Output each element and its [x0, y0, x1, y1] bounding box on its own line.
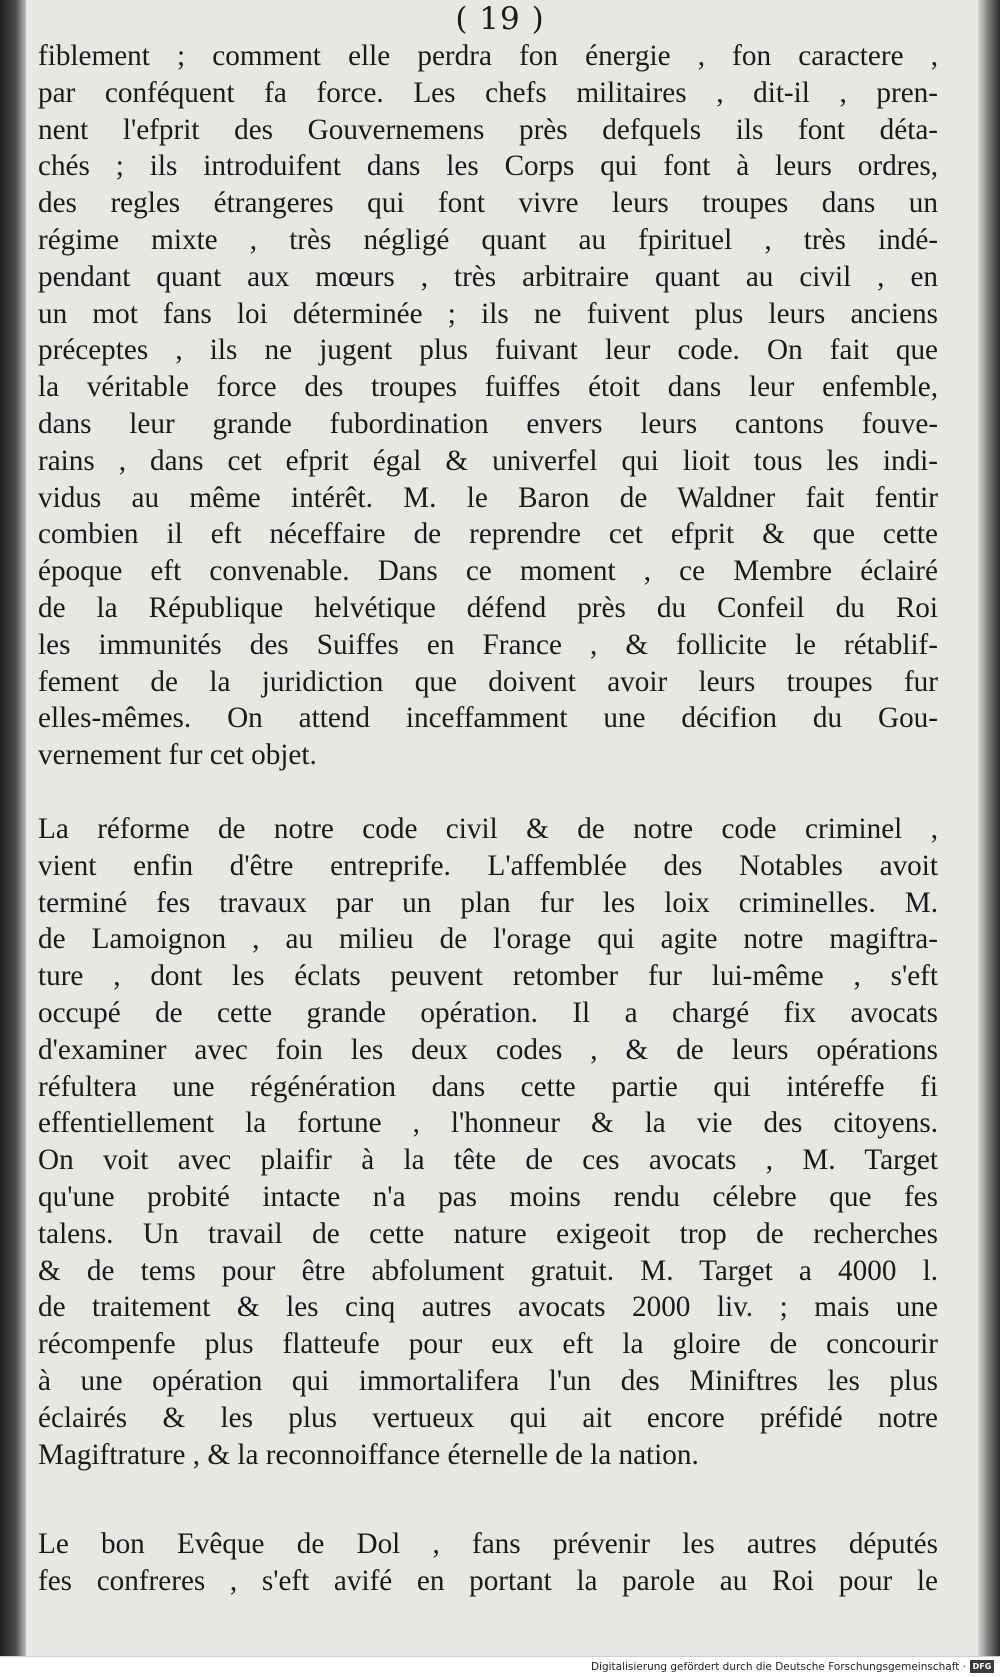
text-line: elles-mêmes. On attend inceffamment une décifion du Gou-: [38, 702, 938, 735]
text-line: vidus au même intérêt. M. le Baron de Waldner fait fentir: [38, 481, 938, 514]
text-line: de la République helvétique défend près du Confeil du Roi: [38, 591, 938, 624]
text-line: de traitement & les cinq autres avocats 2000 liv. ; mais une: [38, 1291, 938, 1324]
text-line: vernement fur cet objet.: [38, 739, 317, 772]
text-line: Le bon Evêque de Dol , fans prévenir les autres députés: [38, 1528, 938, 1560]
paragraph-2: [38, 811, 938, 1473]
text-line: la véritable force des troupes fuiffes étoit dans leur enfemble,: [38, 371, 938, 404]
text-line: On voit avec plaifir à la tête de ces avocats , M. Target: [38, 1144, 938, 1177]
text-line: nent l'efprit des Gouvernemens près defquels ils font déta-: [38, 113, 938, 146]
text-line: pendant quant aux mœurs , très arbitraire quant au civil , en: [38, 260, 938, 293]
text-line: & de tems pour être abfolument gratuit. M. Target a 4000 l.: [38, 1254, 938, 1287]
dfg-logo-icon: DFG: [970, 1660, 994, 1673]
text-line: des regles étrangeres qui font vivre leurs troupes dans un: [38, 187, 938, 220]
text-line: à une opération qui immortalifera l'un des Miniftres les plus: [38, 1364, 938, 1397]
text-line: un mot fans loi déterminée ; ils ne fuivent plus leurs anciens: [38, 297, 938, 330]
text-line: La réforme de notre code civil & de notre code criminel ,: [38, 813, 938, 845]
text-line: combien il eft néceffaire de reprendre cet efprit & que cette: [38, 518, 938, 551]
footer-bar: [0, 1656, 1000, 1677]
text-line: par conféquent fa force. Les chefs militaires , dit-il , pren-: [38, 76, 938, 109]
text-line: ture , dont les éclats peuvent retomber fur lui-même , s'eft: [38, 960, 938, 993]
text-line: chés ; ils introduifent dans les Corps qui font à leurs ordres,: [38, 150, 938, 183]
text-line: de Lamoignon , au milieu de l'orage qui agite notre magiftra-: [38, 923, 938, 956]
text-line: terminé fes travaux par un plan fur les loix criminelles. M.: [38, 886, 938, 919]
paragraph-3: [38, 1526, 938, 1600]
text-line: récompenfe plus flatteufe pour eux eft la gloire de concourir: [38, 1328, 938, 1361]
text-line: éclairés & les plus vertueux qui ait encore préfidé notre: [38, 1401, 938, 1434]
text-line: occupé de cette grande opération. Il a chargé fix avocats: [38, 996, 938, 1029]
text-line: les immunités des Suiffes en France , & follicite le rétablif-: [38, 628, 938, 661]
text-line: effentiellement la fortune , l'honneur & la vie des citoyens.: [38, 1107, 938, 1140]
text-line: préceptes , ils ne jugent plus fuivant leur code. On fait que: [38, 334, 938, 367]
funding-credit: Digitalisierung gefördert durch die Deutsche Forschungsgemeinschaft ·: [590, 1661, 966, 1673]
text-line: qu'une probité intacte n'a pas moins rendu célebre que fes: [38, 1180, 938, 1213]
text-line: fiblement ; comment elle perdra fon énergie , fon caractere ,: [38, 40, 938, 72]
text-line: époque eft convenable. Dans ce moment , ce Membre éclairé: [38, 555, 938, 588]
text-line: d'examiner avec foin les deux codes , & de leurs opérations: [38, 1033, 938, 1066]
text-line: dans leur grande fubordination envers leurs cantons fouve-: [38, 407, 938, 440]
text-line: talens. Un travail de cette nature exigeoit trop de recherches: [38, 1217, 938, 1250]
text-line: régime mixte , très négligé quant au fpirituel , très indé-: [38, 223, 938, 256]
text-line: vient enfin d'être entreprife. L'affemblée des Notables avoit: [38, 849, 938, 882]
text-line: rains , dans cet efprit égal & univerfel qui lioit tous les indi-: [38, 444, 938, 477]
page-number: ( 19 ): [455, 1, 545, 37]
text-line: Magiftrature , & la reconnoiffance éternelle de la nation.: [38, 1438, 699, 1471]
text-line: fement de la juridiction que doivent avoir leurs troupes fur: [38, 665, 938, 698]
text-line: fes confreres , s'eft avifé en portant la parole au Roi pour le: [38, 1564, 938, 1597]
text-line: réfultera une régénération dans cette partie qui intéreffe fi: [38, 1070, 938, 1103]
paragraph-1: [38, 38, 938, 774]
